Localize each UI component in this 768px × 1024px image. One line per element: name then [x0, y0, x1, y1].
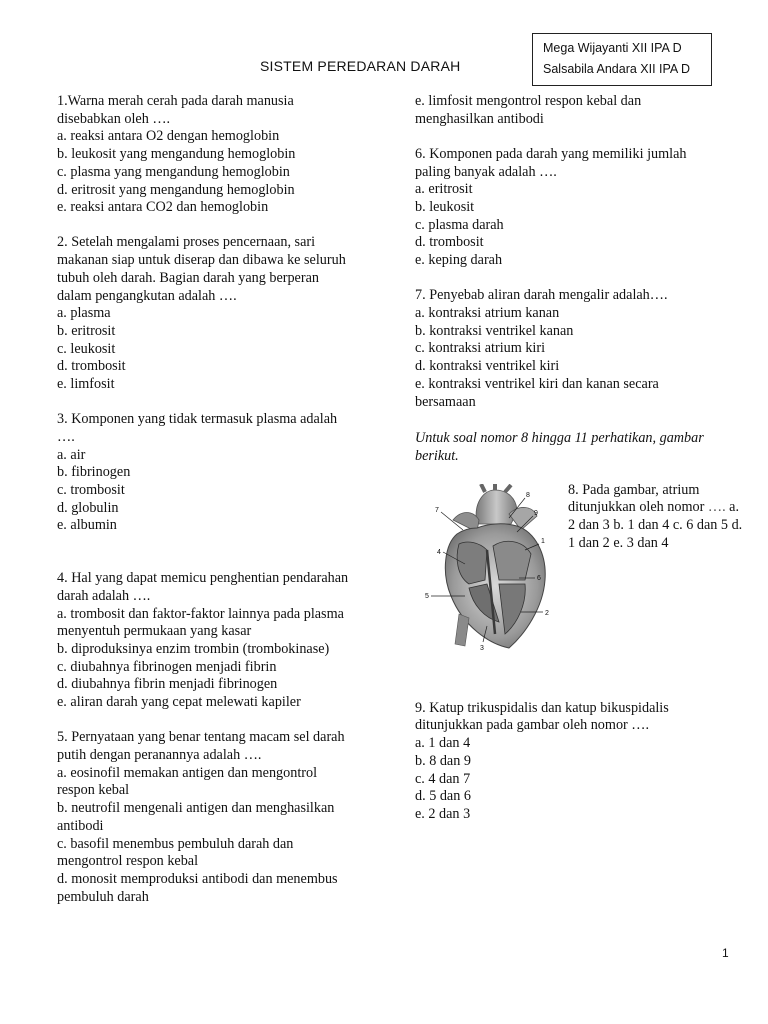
- answer-option: a. trombosit dan faktor-faktor lainnya pada plasma: [57, 605, 344, 622]
- answer-option: d. eritrosit yang mengandung hemoglobin: [57, 181, 295, 198]
- question-text: ….: [707, 499, 726, 516]
- question-text: ditunjukkan pada gambar oleh nomor ….: [415, 717, 650, 734]
- answer-option: b. kontraksi ventrikel kanan: [415, 322, 574, 339]
- answer-option: d. 1 dan 2: [568, 517, 743, 551]
- question-8: [568, 482, 748, 553]
- answer-option: e. 2 dan 3: [415, 805, 471, 822]
- answer-option: c. 4 dan 7: [415, 770, 471, 787]
- figure-label: 1: [541, 537, 545, 545]
- document-title: SISTEM PEREDARAN DARAH: [260, 58, 461, 74]
- answer-option: d. diubahnya fibrin menjadi fibrinogen: [57, 676, 278, 693]
- answer-option: d. globulin: [57, 499, 119, 516]
- question-4: [57, 570, 377, 712]
- answer-option: antibodi: [57, 817, 104, 834]
- answer-option: a. 2 dan 3: [568, 499, 740, 534]
- answer-option: c. basofil menembus pembuluh darah dan: [57, 835, 294, 852]
- answer-option: d. kontraksi ventrikel kiri: [415, 358, 560, 375]
- question-text: putih dengan peranannya adalah ….: [57, 747, 262, 763]
- right-column: [415, 93, 745, 841]
- question-text: 2. Setelah mengalami proses pencernaan, sari: [57, 234, 316, 251]
- question-text: makanan siap untuk diserap dan dibawa ke seluruh: [57, 252, 346, 269]
- question-5: [57, 729, 377, 906]
- question-text: ditunjukkan oleh nomor: [568, 499, 705, 516]
- answer-option: e. limfosit mengontrol respon kebal dan: [415, 93, 642, 109]
- answer-option: d. trombosit: [415, 234, 484, 251]
- question-text: 5. Pernyataan yang benar tentang macam sel darah: [57, 729, 345, 746]
- answer-option: e. reaksi antara CO2 dan hemoglobin: [57, 199, 269, 216]
- author-name-box: [532, 33, 712, 86]
- answer-option: e. albumin: [57, 517, 117, 534]
- answer-option: c. 6 dan 5: [672, 517, 729, 534]
- question-text: tubuh oleh darah. Bagian darah yang berperan: [57, 269, 319, 286]
- answer-option: a. 1 dan 4: [415, 735, 471, 752]
- answer-option: b. leukosit: [415, 199, 475, 216]
- answer-option: c. plasma yang mengandung hemoglobin: [57, 163, 290, 180]
- question-text: 4. Hal yang dapat memicu penghentian pendarahan: [57, 570, 349, 587]
- figure-label: 2: [545, 609, 549, 617]
- question-text: 6. Komponen pada darah yang memiliki jumlah: [415, 145, 687, 162]
- question-text: 3. Komponen yang tidak termasuk plasma adalah: [57, 411, 338, 428]
- answer-option: mengontrol respon kebal: [57, 853, 199, 870]
- figure-label: 4: [437, 548, 441, 556]
- answer-option: e. kontraksi ventrikel kiri dan kanan secara: [415, 375, 659, 392]
- question-text: 1.Warna merah cerah pada darah manusia: [57, 93, 294, 109]
- answer-option: a. kontraksi atrium kanan: [415, 305, 560, 322]
- answer-option: b. 8 dan 9: [415, 752, 471, 769]
- figure-label: 3: [480, 644, 484, 652]
- author-name: Mega Wijayanti XII IPA D: [543, 41, 682, 55]
- answer-option: b. diproduksinya enzim trombin (trombokinase): [57, 640, 330, 657]
- answer-option: e. aliran darah yang cepat melewati kapiler: [57, 694, 301, 711]
- answer-option: menyentuh permukaan yang kasar: [57, 623, 252, 640]
- answer-option: e. 3 dan 4: [613, 534, 669, 551]
- figure-instruction: Untuk soal nomor 8 hingga 11 perhatikan, gambar berikut.: [415, 429, 704, 464]
- question-2: [57, 234, 377, 393]
- answer-option: c. leukosit: [57, 340, 116, 357]
- answer-option: b. eritrosit: [57, 322, 116, 339]
- answer-option: b. fibrinogen: [57, 464, 131, 481]
- question-text: dalam pengangkutan adalah ….: [57, 287, 237, 304]
- question-text: darah adalah ….: [57, 587, 151, 604]
- answer-option: a. air: [57, 446, 86, 463]
- question-3: [57, 411, 377, 535]
- answer-option: d. 5 dan 6: [415, 788, 471, 805]
- figure-label: 6: [537, 574, 541, 582]
- figure-label: 5: [425, 592, 429, 600]
- question-text: 7. Penyebab aliran darah mengalir adalah….: [415, 287, 668, 304]
- answer-option: d. monosit memproduksi antibodi dan menembus: [57, 870, 338, 887]
- answer-option: a. plasma: [57, 305, 111, 322]
- question-text: paling banyak adalah ….: [415, 163, 557, 180]
- question-text: 9. Katup trikuspidalis dan katup bikuspidalis: [415, 699, 669, 716]
- answer-option: c. diubahnya fibrinogen menjadi fibrin: [57, 658, 277, 675]
- answer-option: pembuluh darah: [57, 888, 149, 905]
- answer-option: b. leukosit yang mengandung hemoglobin: [57, 146, 296, 163]
- question-text: ….: [57, 428, 75, 445]
- question-text: disebabkan oleh ….: [57, 110, 171, 127]
- heart-diagram-image: [425, 484, 565, 654]
- answer-option: menghasilkan antibodi: [415, 110, 544, 127]
- answer-option: respon kebal: [57, 782, 130, 799]
- figure-label: 9: [534, 509, 538, 517]
- question-7: [415, 287, 745, 411]
- question-1: [57, 93, 377, 217]
- answer-option: e. keping darah: [415, 252, 503, 269]
- author-name: Salsabila Andara XII IPA D: [543, 62, 691, 76]
- page-number: 1: [722, 946, 729, 960]
- answer-option: bersamaan: [415, 393, 476, 410]
- answer-option: b. neutrofil mengenali antigen dan menghasilkan: [57, 800, 335, 817]
- question-text: 8. Pada gambar, atrium: [568, 481, 700, 498]
- answer-option: c. kontraksi atrium kiri: [415, 340, 546, 357]
- question-6: [415, 146, 745, 270]
- left-column: [57, 93, 377, 924]
- figure-label: 8: [526, 491, 530, 499]
- answer-option: b. 1 dan 4: [613, 517, 670, 534]
- answer-option: a. eosinofil memakan antigen dan mengontrol: [57, 764, 318, 781]
- answer-option: d. trombosit: [57, 358, 126, 375]
- answer-option: e. limfosit: [57, 376, 115, 393]
- answer-option: a. reaksi antara O2 dengan hemoglobin: [57, 128, 280, 145]
- answer-option: c. plasma darah: [415, 216, 504, 233]
- answer-option: a. eritrosit: [415, 181, 473, 198]
- question-9: [415, 700, 745, 824]
- answer-option: c. trombosit: [57, 482, 125, 499]
- question-5-continued: [415, 93, 745, 128]
- question-8-block: [415, 482, 745, 662]
- figure-label: 7: [435, 506, 439, 514]
